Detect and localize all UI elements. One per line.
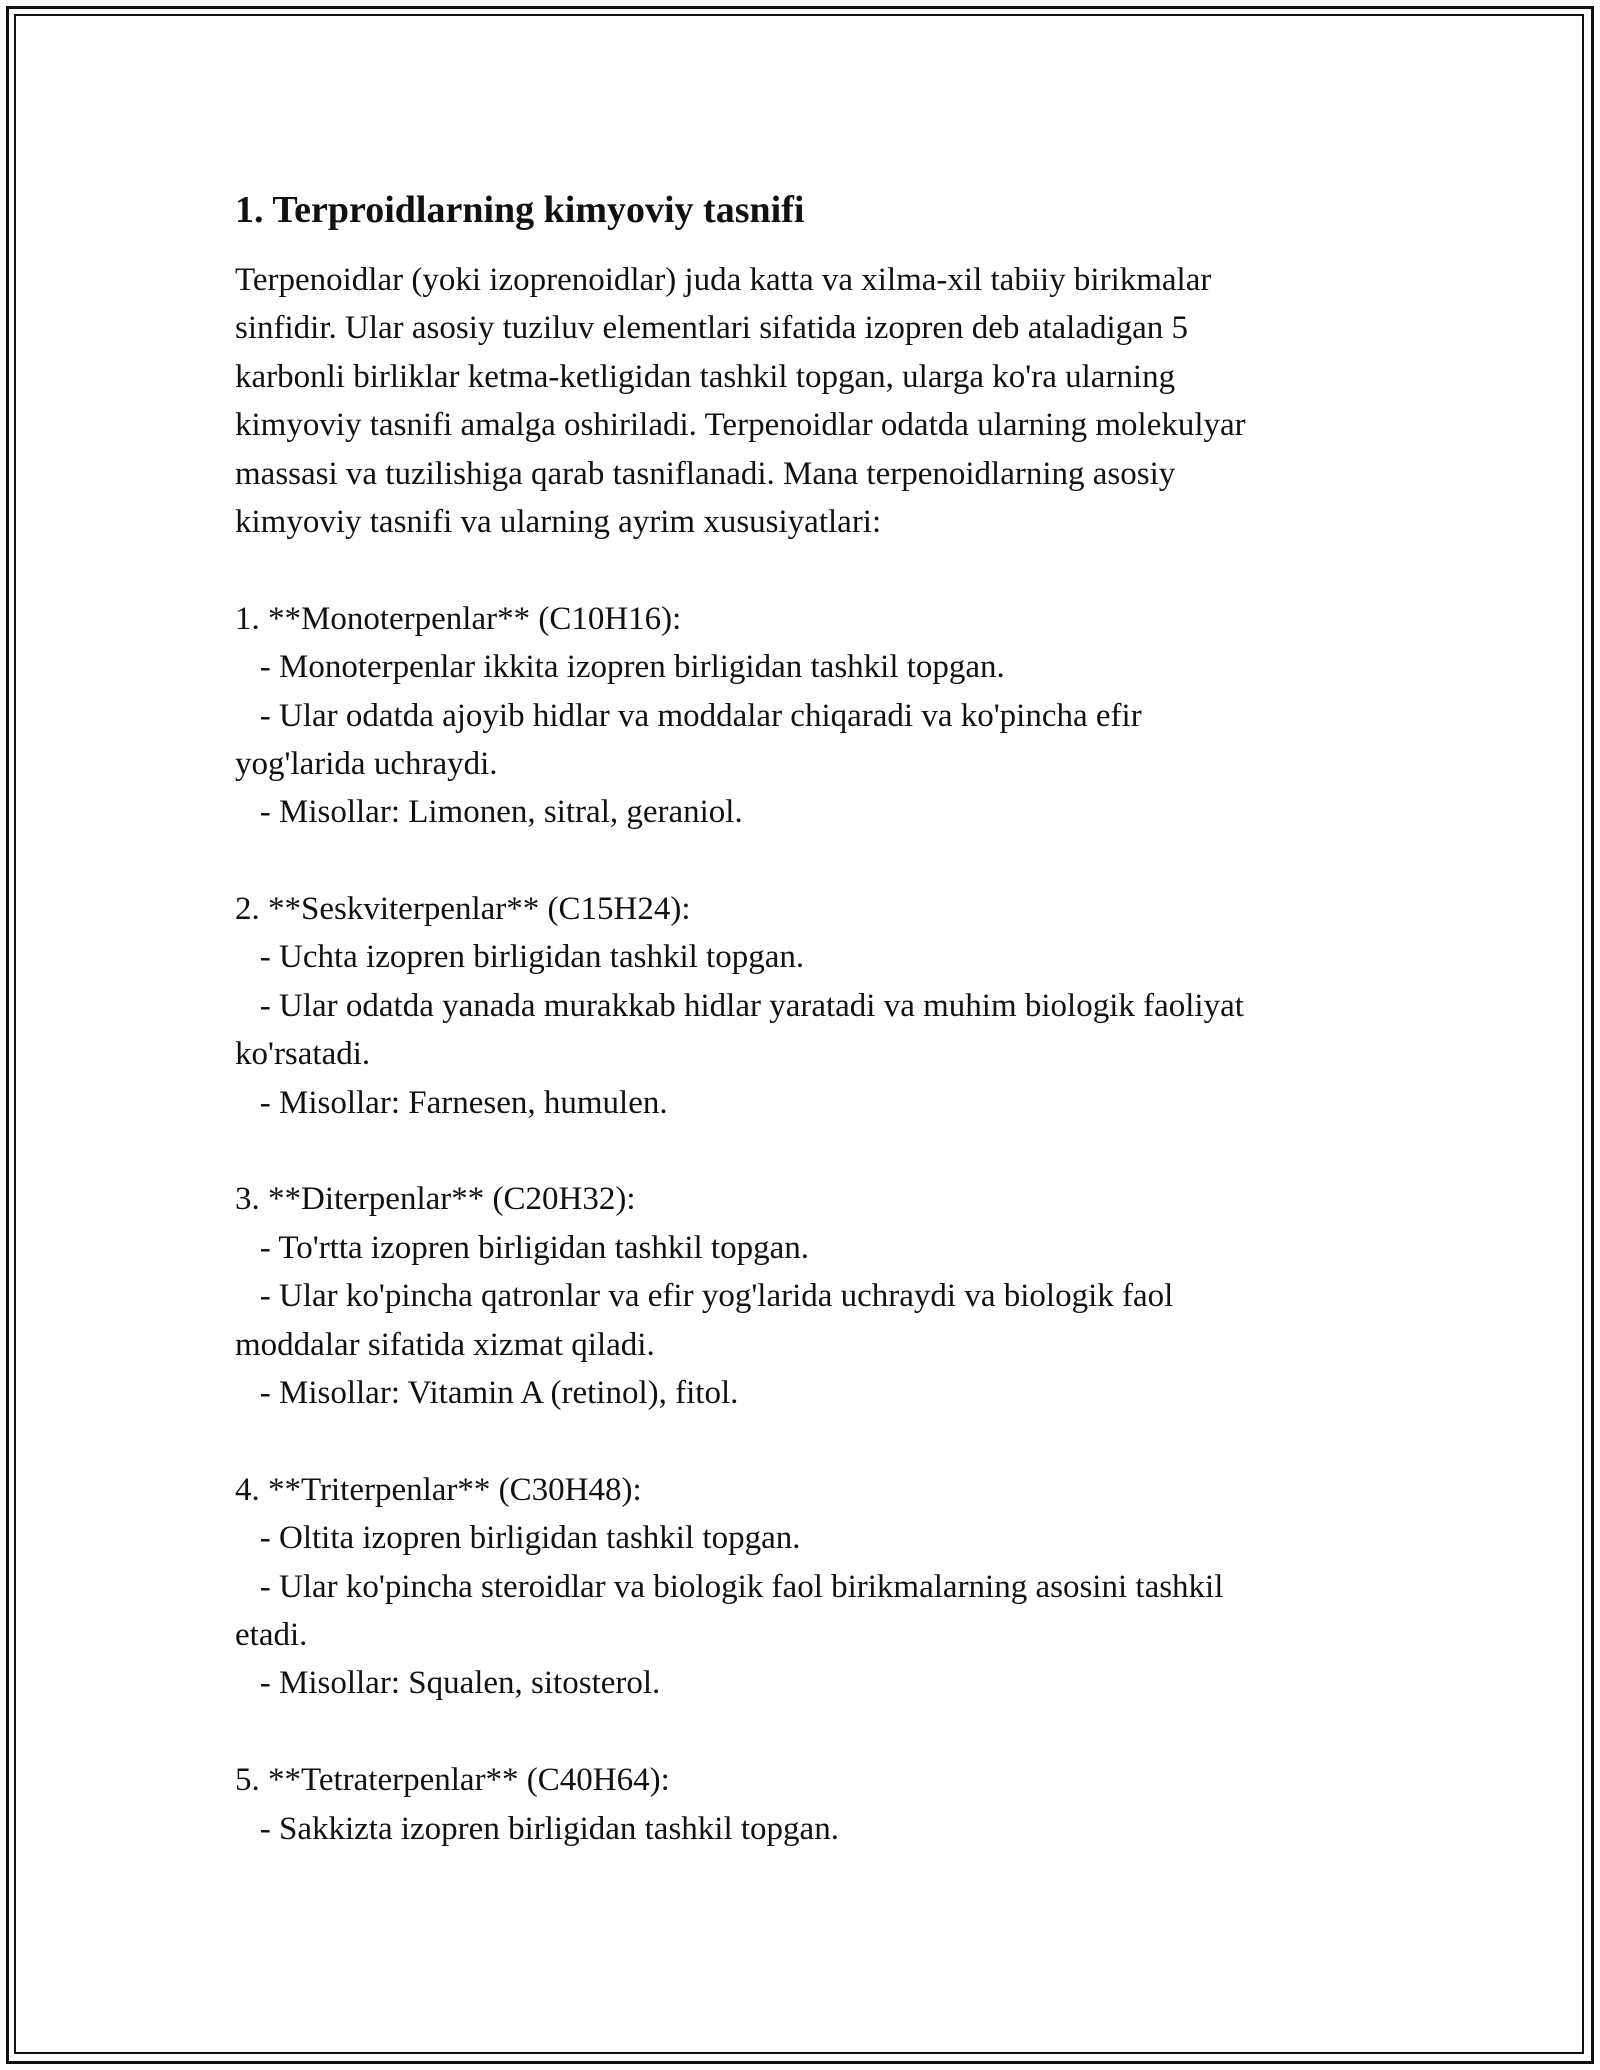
section-line: moddalar sifatida xizmat qiladi. <box>235 1326 655 1363</box>
section-line: etadi. <box>235 1616 308 1653</box>
section-line: - Misollar: Farnesen, humulen. <box>235 1084 668 1121</box>
intro-line: kimyoviy tasnifi amalga oshiriladi. Terpenoidlar odatda ularning molekulyar <box>235 407 1246 444</box>
section-line: - Misollar: Squalen, sitosterol. <box>235 1665 661 1702</box>
section-heading: 3. **Diterpenlar** (C20H32): <box>235 1181 636 1218</box>
intro-line: karbonli birliklar ketma-ketligidan tashkil topgan, ularga ko'ra ularning <box>235 358 1176 395</box>
intro-line: sinfidir. Ular asosiy tuziluv elementlari sifatida izopren deb ataladigan 5 <box>235 310 1189 347</box>
section-heading: 5. **Tetraterpenlar** (C40H64): <box>235 1762 670 1799</box>
document-page <box>235 186 1375 1853</box>
section-line: - Monoterpenlar ikkita izopren birligidan tashkil topgan. <box>235 649 1005 686</box>
document-title: 1. Terproidlarning kimyoviy tasnifi <box>235 189 805 231</box>
section-line: ko'rsatadi. <box>235 1036 371 1073</box>
section-line: - Ular odatda yanada murakkab hidlar yaratadi va muhim biologik faoliyat <box>235 987 1244 1024</box>
intro-line: Terpenoidlar (yoki izoprenoidlar) juda katta va xilma-xil tabiiy birikmalar <box>235 262 1212 298</box>
spacer <box>235 546 1375 594</box>
spacer <box>235 1127 1375 1175</box>
section-heading: 2. **Seskviterpenlar** (C15H24): <box>235 891 691 928</box>
section-triterpenes <box>235 1466 1375 1708</box>
intro-paragraph <box>235 256 1375 546</box>
intro-line: kimyoviy tasnifi va ularning ayrim xususiyatlari: <box>235 503 882 540</box>
section-line: - Misollar: Limonen, sitral, geraniol. <box>235 794 743 831</box>
section-line: - Ular odatda ajoyib hidlar va moddalar chiqaradi va ko'pincha efir <box>235 697 1142 734</box>
section-heading: 1. **Monoterpenlar** (C10H16): <box>235 600 682 637</box>
section-line: - Misollar: Vitamin A (retinol), fitol. <box>235 1374 739 1411</box>
section-line: - Oltita izopren birligidan tashkil topgan. <box>235 1520 801 1557</box>
section-monoterpenes <box>235 595 1375 837</box>
section-line: - Sakkizta izopren birligidan tashkil topgan. <box>235 1810 839 1847</box>
section-line: yog'larida uchraydi. <box>235 745 498 782</box>
spacer <box>235 837 1375 885</box>
section-tetraterpenes <box>235 1756 1375 1853</box>
section-sesquiterpenes <box>235 885 1375 1127</box>
intro-line: massasi va tuzilishiga qarab tasniflanadi. Mana terpenoidlarning asosiy <box>235 455 1176 492</box>
section-line: - Ular ko'pincha steroidlar va biologik faol birikmalarning asosini tashkil <box>235 1568 1224 1605</box>
section-line: - Ular ko'pincha qatronlar va efir yog'larida uchraydi va biologik faol <box>235 1278 1174 1315</box>
spacer <box>235 1417 1375 1465</box>
section-line: - To'rtta izopren birligidan tashkil topgan. <box>235 1229 809 1266</box>
spacer <box>235 1708 1375 1756</box>
section-heading: 4. **Triterpenlar** (C30H48): <box>235 1471 642 1508</box>
section-diterpenes <box>235 1175 1375 1417</box>
section-line: - Uchta izopren birligidan tashkil topgan. <box>235 939 805 976</box>
